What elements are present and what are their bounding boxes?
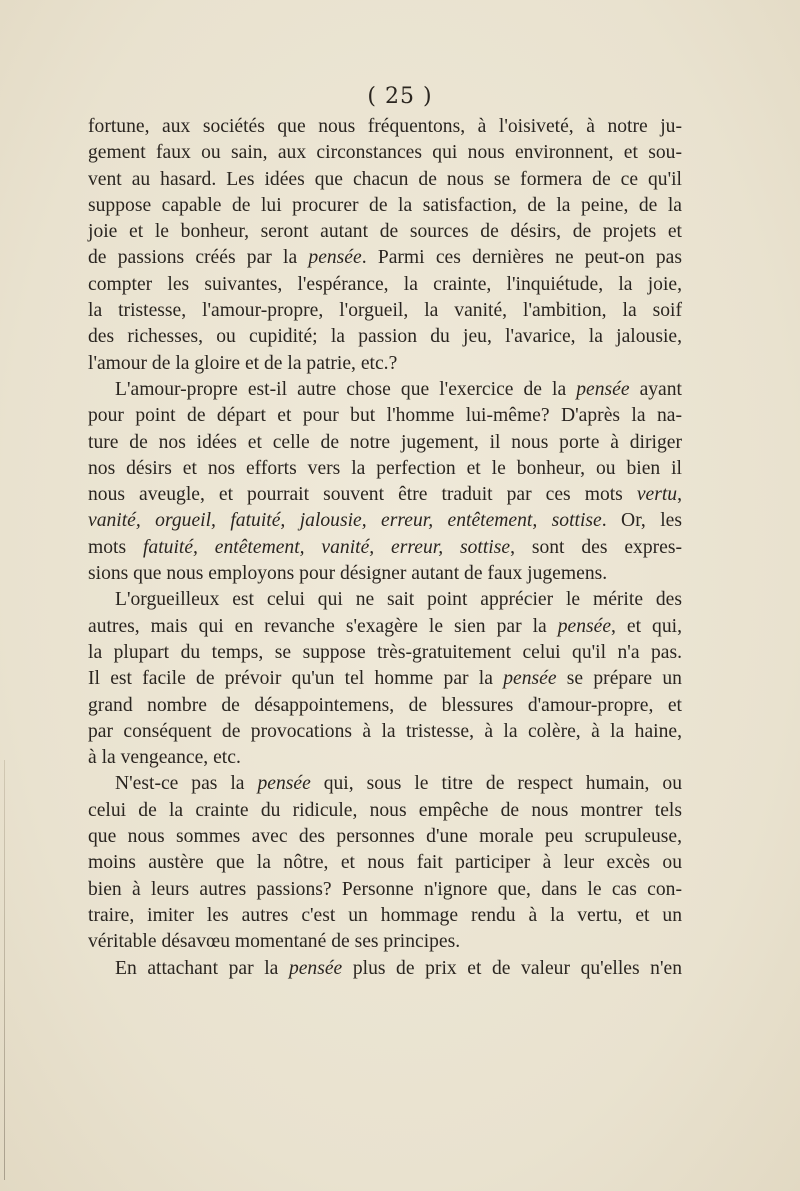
text-run: , et qui,	[611, 615, 682, 637]
text-line	[88, 535, 682, 561]
text-line	[88, 508, 682, 534]
text-run: la tristesse, l'amour-propre, l'orgueil, la vanité, l'ambition, la soif	[88, 300, 682, 322]
text-run: véritable désavœu momentané de ses principes.	[88, 931, 461, 953]
text-run: que nous sommes avec des personnes d'une morale peu scrupuleuse,	[88, 826, 682, 848]
text-run: autres, mais qui en revanche s'exagère le sien par la	[88, 615, 558, 637]
text-run: nous aveugle, et pourrait souvent être traduit par ces mots	[88, 484, 637, 506]
text-run: à la vengeance, etc.	[88, 747, 241, 769]
text-run: grand nombre de désappointemens, de blessures d'amour-propre, et	[88, 694, 682, 716]
text-line	[88, 877, 682, 903]
text-run: fortune, aux sociétés que nous fréquentons, à l'oisiveté, à notre ju-	[88, 116, 682, 137]
text-run: suppose capable de lui procurer de la satisfaction, de la peine, de la	[88, 194, 682, 216]
text-line	[88, 956, 682, 982]
text-run: la plupart du temps, se suppose très-gratuitement celui qu'il n'a pas.	[88, 641, 682, 663]
text-run: . Parmi ces dernières ne peut-on pas	[361, 247, 682, 269]
text-run: nos désirs et nos efforts vers la perfection et le bonheur, ou bien il	[88, 457, 682, 479]
text-line	[88, 324, 682, 350]
text-run: vent au hasard. Les idées que chacun de nous se formera de ce qu'il	[88, 168, 682, 190]
italic-text: vanité, orgueil, fatuité, jalousie, erreur, entêtement, sottise	[88, 510, 602, 532]
text-run: par conséquent de provocations à la tristesse, à la colère, à la haine,	[88, 720, 682, 742]
text-run: N'est-ce pas la	[115, 773, 258, 795]
text-run: celui de la crainte du ridicule, nous empêche de nous montrer tels	[88, 799, 682, 821]
text-line	[88, 430, 682, 456]
text-run: , sont des expres-	[510, 536, 682, 558]
italic-text: vertu	[636, 484, 678, 506]
page-edge-shadow	[4, 760, 5, 1180]
text-run: joie et le bonheur, seront autant de sources de désirs, de projets et	[88, 221, 682, 243]
text-line	[88, 167, 682, 193]
italic-text: pensée	[308, 247, 362, 269]
italic-text: fatuité, entêtement, vanité, erreur, sottise	[142, 536, 511, 558]
page-number: ( 25 )	[367, 84, 433, 109]
text-line	[88, 114, 682, 140]
text-run: se prépare un	[556, 668, 682, 690]
text-line	[88, 456, 682, 482]
text-run: bien à leurs autres passions? Personne n'ignore que, dans le cas con-	[88, 878, 682, 900]
text-line	[88, 587, 682, 613]
text-line	[88, 745, 682, 771]
text-run: mots	[88, 536, 143, 558]
text-line	[88, 298, 682, 324]
italic-text: pensée	[257, 773, 311, 795]
text-run: moins austère que la nôtre, et nous fait participer à leur excès ou	[88, 852, 682, 874]
text-run: . Or, les	[601, 510, 682, 532]
italic-text: pensée	[576, 378, 630, 400]
text-line	[88, 272, 682, 298]
body-text	[88, 114, 682, 982]
text-line	[88, 719, 682, 745]
text-line	[88, 245, 682, 271]
text-line	[88, 850, 682, 876]
text-run: ayant	[629, 378, 682, 400]
text-line	[88, 377, 682, 403]
text-run: qui, sous le titre de respect humain, ou	[310, 773, 682, 795]
text-line	[88, 193, 682, 219]
text-run: Il est facile de prévoir qu'un tel homme par la	[88, 668, 504, 690]
text-run: L'orgueilleux est celui qui ne sait point apprécier le mérite des	[115, 589, 682, 611]
text-run: L'amour-propre est-il autre chose que l'exercice de la	[115, 378, 577, 400]
text-run: sions que nous employons pour désigner autant de faux jugemens.	[88, 563, 608, 585]
text-run: des richesses, ou cupidité; la passion du jeu, l'avarice, la jalousie,	[88, 326, 682, 348]
text-run: gement faux ou sain, aux circonstances qui nous environnent, et sou-	[88, 142, 682, 164]
text-line	[88, 666, 682, 692]
text-run: plus de prix et de valeur qu'elles n'en	[342, 957, 682, 979]
text-run: l'amour de la gloire et de la patrie, etc.?	[88, 352, 398, 374]
text-line	[88, 771, 682, 797]
text-line	[88, 798, 682, 824]
text-run: ,	[677, 484, 682, 506]
text-line	[88, 482, 682, 508]
text-run: compter les suivantes, l'espérance, la crainte, l'inquiétude, la joie,	[88, 273, 682, 295]
italic-text: pensée	[557, 615, 612, 637]
text-line	[88, 693, 682, 719]
text-line	[88, 351, 682, 377]
text-run: pour point de départ et pour but l'homme lui-même? D'après la na-	[88, 405, 682, 427]
text-line	[88, 824, 682, 850]
text-run: de passions créés par la	[88, 247, 309, 269]
text-line	[88, 903, 682, 929]
text-run: En attachant par la	[115, 957, 289, 979]
text-line	[88, 219, 682, 245]
text-line	[88, 561, 682, 587]
text-line	[88, 929, 682, 955]
italic-text: pensée	[288, 957, 343, 979]
text-line	[88, 403, 682, 429]
text-line	[88, 640, 682, 666]
text-line	[88, 140, 682, 166]
italic-text: pensée	[503, 668, 557, 690]
text-run: traire, imiter les autres c'est un hommage rendu à la vertu, et un	[88, 904, 682, 926]
text-run: ture de nos idées et celle de notre jugement, il nous porte à diriger	[88, 431, 682, 453]
text-line	[88, 614, 682, 640]
